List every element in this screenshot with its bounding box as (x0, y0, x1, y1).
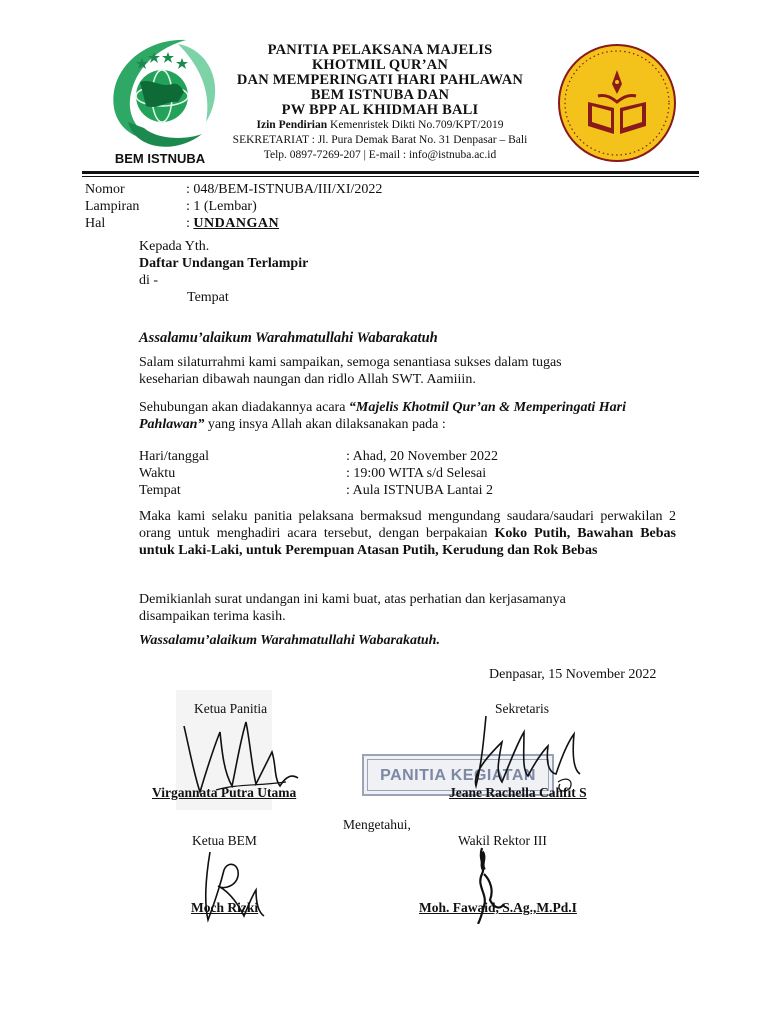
recipient-di: di - (139, 273, 159, 288)
hal-colon: : (186, 216, 194, 231)
hal-value (186, 216, 279, 232)
recipient-name: Daftar Undangan Terlampir (139, 256, 309, 271)
paragraph-4: Demikianlah surat undangan ini kami buat, atas perhatian dan kerjasamanya disampaikan terima kasih. (139, 592, 566, 624)
header-line-4: BEM ISTNUBA DAN (310, 87, 450, 103)
event-name: “Majelis Khotmil Qur’an & Memperingati Hari Pahlawan” (139, 400, 626, 432)
date-line: Denpasar, 15 November 2022 (489, 667, 657, 682)
ketua-bem-role: Ketua BEM (192, 833, 257, 848)
detail-value-time: : 19:00 WITA s/d Selesai (346, 466, 487, 481)
paragraph-2 (139, 399, 654, 433)
header-line-2: KHOTMIL QUR’AN (311, 57, 449, 73)
hal-subject: UNDANGAN (193, 216, 280, 231)
stamp-text: PANITIA KEGIATAN (380, 767, 536, 784)
sekretaris-name: Jeane Rachella Cahfit S (449, 785, 587, 800)
hal-label: Hal (85, 216, 106, 231)
izin-pendirian (200, 119, 560, 131)
sekretariat-address: SEKRETARIAT : Jl. Pura Demak Barat No. 31 Denpasar – Bali (232, 134, 528, 146)
sekretaris-role: Sekretaris (495, 701, 549, 716)
al-khidmah-emblem (556, 42, 678, 164)
detail-value-place: : Aula ISTNUBA Lantai 2 (346, 483, 493, 498)
header-divider-thin (82, 176, 699, 177)
recipient-place: Tempat (187, 290, 229, 305)
header-divider-thick (82, 171, 699, 174)
header-line-1: PANITIA PELAKSANA MAJELIS (267, 42, 493, 58)
paragraph-2-prefix: Sehubungan akan diadakannya acara (139, 400, 349, 415)
lampiran-value: : 1 (Lembar) (186, 199, 257, 214)
paragraph-3 (139, 508, 676, 559)
wakil-rektor-name: Moh. Fawaid, S.Ag.,M.Pd.I (419, 900, 577, 915)
header-line-3: DAN MEMPERINGATI HARI PAHLAWAN (236, 72, 524, 88)
ketua-panitia-signature (176, 712, 306, 796)
header-line-5: PW BPP AL KHIDMAH BALI (281, 102, 479, 118)
closing: Wassalamu’alaikum Warahmatullahi Wabarakatuh. (139, 633, 440, 648)
lampiran-label: Lampiran (85, 199, 140, 214)
izin-label: Izin Pendirian (256, 119, 328, 131)
detail-label-date: Hari/tanggal (139, 449, 209, 464)
ketua-bem-name: Moch Rizki (191, 900, 259, 915)
mengetahui-label: Mengetahui, (343, 817, 411, 832)
nomor-value: : 048/BEM-ISTNUBA/III/XI/2022 (186, 182, 383, 197)
ketua-panitia-role: Ketua Panitia (194, 701, 268, 716)
izin-value: Kemenristek Dikti No.709/KPT/2019 (327, 119, 504, 131)
sekretaris-signature (462, 712, 602, 796)
paragraph-1: Salam silaturrahmi kami sampaikan, semoga senantiasa sukses dalam tugas keseharian dibawah naungan dan ridlo Allah SWT. Aamiiin. (139, 355, 562, 387)
detail-value-date: : Ahad, 20 November 2022 (346, 449, 499, 464)
detail-label-place: Tempat (139, 483, 181, 498)
paragraph-3-prefix: Maka kami selaku panitia pelaksana bermaksud mengundang saudara/saudari perwakilan 2 orang untuk menghadiri acara tersebut, dengan berpakaian (139, 509, 676, 541)
paragraph-2-suffix: yang insya Allah akan dilaksanakan pada : (204, 417, 446, 432)
logo-left-text: BEM ISTNUBA (114, 151, 206, 166)
recipient-to: Kepada Yth. (139, 239, 210, 254)
ketua-panitia-name: Virgannata Putra Utama (152, 785, 297, 800)
dress-code: Koko Putih, Bawahan Bebas untuk Laki-Laki, untuk Perempuan Atasan Putih, Kerudung dan Rok Bebas (139, 526, 676, 558)
contact-info: Telp. 0897-7269-207 | E-mail : info@istnuba.ac.id (263, 149, 497, 161)
nomor-label: Nomor (85, 182, 125, 197)
greeting: Assalamu’alaikum Warahmatullahi Wabarakatuh (139, 330, 438, 346)
detail-label-time: Waktu (139, 466, 176, 481)
wakil-rektor-role: Wakil Rektor III (458, 833, 547, 848)
